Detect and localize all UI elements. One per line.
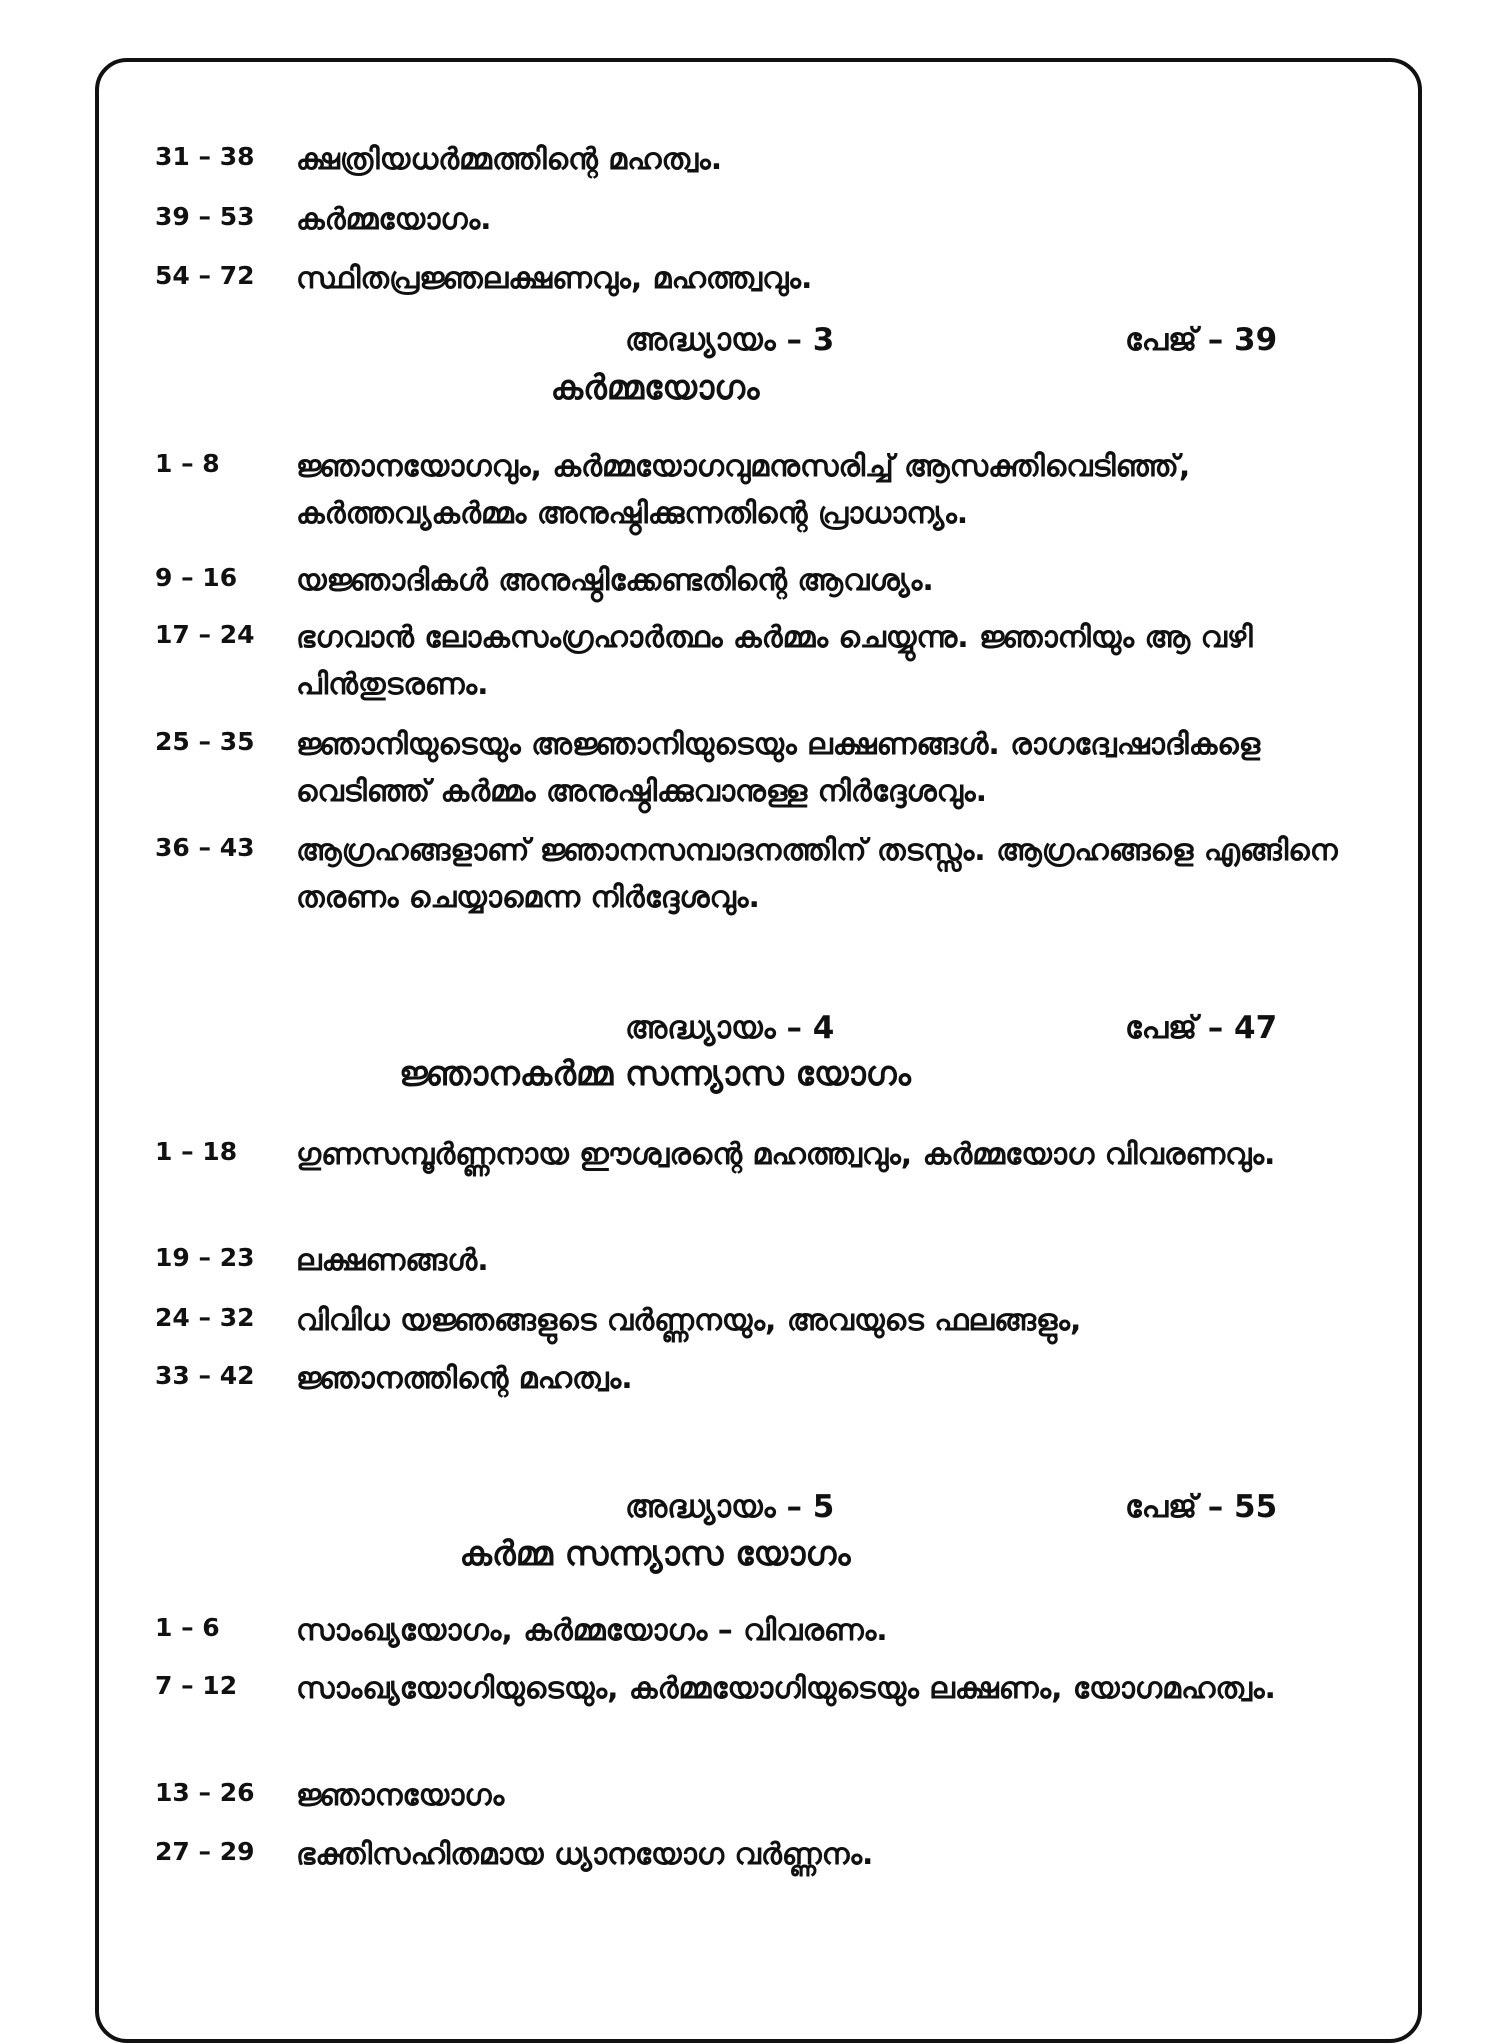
entry-description: ആഗ്രഹങ്ങളാണ് ജ്ഞാനസമ്പാദനത്തിന് തടസ്സം. ആഗ്രഹങ്ങളെ എങ്ങിനെ തരണം ചെയ്യാമെന്ന നിർദ്ദേശവും. [296, 833, 1338, 915]
chapter-label: അദ്ധ്യായം – 3 [625, 322, 835, 358]
entry-description: ജ്ഞാനയോഗം [296, 1778, 505, 1813]
chapter-5-title: കർമ്മ സന്ന്യാസ യോഗം [459, 1534, 851, 1574]
page-reference: പേജ് – 55 [1125, 1489, 1278, 1525]
entry-description: ഗുണസമ്പൂർണ്ണനായ ഈശ്വരന്റെ മഹത്ത്വവും, കർമ്മയോഗ വിവരണവും. [296, 1137, 1276, 1172]
verse-range: 54 – 72 [155, 261, 255, 290]
entry-description: സ്ഥിതപ്രജ്ഞലക്ഷണവും, മഹത്ത്വവും. [296, 261, 813, 296]
verse-range: 17 – 24 [155, 620, 255, 649]
verse-range: 9 – 16 [155, 563, 238, 592]
page-reference: പേജ് – 39 [1125, 322, 1278, 358]
verse-range: 25 – 35 [155, 727, 255, 756]
verse-range: 33 – 42 [155, 1361, 255, 1390]
verse-range: 27 – 29 [155, 1837, 255, 1866]
entry-description: കർമ്മയോഗം. [296, 202, 492, 237]
chapter-label: അദ്ധ്യായം – 4 [625, 1010, 835, 1046]
entry-description: ലക്ഷണങ്ങൾ. [296, 1243, 489, 1278]
verse-range: 1 – 18 [155, 1137, 238, 1166]
verse-range: 13 – 26 [155, 1778, 255, 1807]
entry-description: യജ്ഞാദികൾ അനുഷ്ഠിക്കേണ്ടതിന്റെ ആവശ്യം. [296, 563, 934, 598]
verse-range: 1 – 8 [155, 449, 220, 478]
entry-description: സാംഖ്യയോഗം, കർമ്മയോഗം – വിവരണം. [296, 1613, 888, 1648]
verse-range: 24 – 32 [155, 1303, 255, 1332]
entry-description: ഭക്തിസഹിതമായ ധ്യാനയോഗ വർണ്ണനം. [296, 1837, 874, 1872]
verse-range: 39 – 53 [155, 202, 255, 231]
entry-description: ക്ഷത്രിയധർമ്മത്തിന്റെ മഹത്വം. [296, 142, 723, 177]
entry-description: ഭഗവാൻ ലോകസംഗ്രഹാർത്ഥം കർമ്മം ചെയ്യുന്നു. ജ്ഞാനിയും ആ വഴി പിൻതുടരണം. [296, 620, 1253, 702]
chapter-4-title: ജ്ഞാനകർമ്മ സന്ന്യാസ യോഗം [399, 1054, 911, 1094]
verse-range: 19 – 23 [155, 1243, 255, 1272]
entry-description: ജ്ഞാനിയുടെയും അജ്ഞാനിയുടെയും ലക്ഷണങ്ങൾ. രാഗദ്വേഷാദികളെ വെടിഞ്ഞ് കർമ്മം അനുഷ്ഠിക്കുവാനുള്ള നിർദ്ദേശവും. [296, 727, 1261, 809]
verse-range: 31 – 38 [155, 142, 255, 171]
verse-range: 1 – 6 [155, 1613, 220, 1642]
entry-description: ജ്ഞാനയോഗവും, കർമ്മയോഗവുമനുസരിച്ച് ആസക്തിവെടിഞ്ഞ്, കർത്തവ്യകർമ്മം അനുഷ്ഠിക്കുന്നതിന്റെ പ്രാധാന്യം. [296, 449, 1191, 531]
entry-description: സാംഖ്യയോഗിയുടെയും, കർമ്മയോഗിയുടെയും ലക്ഷണം, യോഗമഹത്വം. [296, 1671, 1276, 1706]
entry-description: വിവിധ യജ്ഞങ്ങളുടെ വർണ്ണനയും, അവയുടെ ഫലങ്ങളും, [296, 1303, 1082, 1338]
verse-range: 7 – 12 [155, 1671, 238, 1700]
entry-description: ജ്ഞാനത്തിന്റെ മഹത്വം. [296, 1361, 633, 1396]
page-reference: പേജ് – 47 [1125, 1010, 1278, 1046]
chapter-label: അദ്ധ്യായം – 5 [625, 1489, 835, 1525]
chapter-3-title: കർമ്മയോഗം [550, 368, 760, 408]
verse-range: 36 – 43 [155, 833, 255, 862]
